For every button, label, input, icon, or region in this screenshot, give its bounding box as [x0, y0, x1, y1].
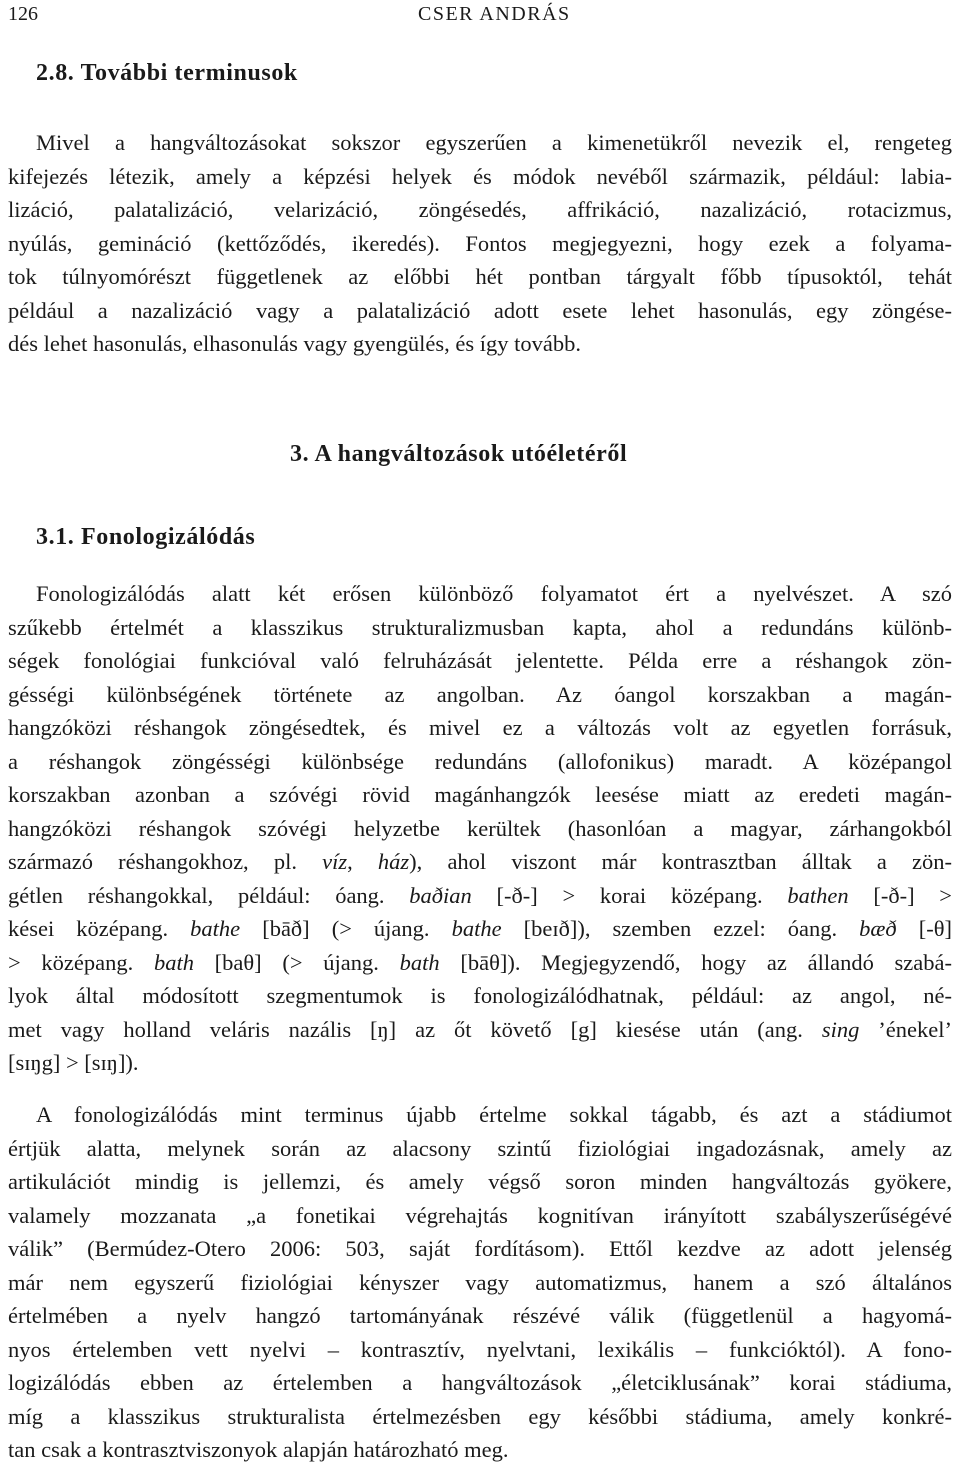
text-line: szűkebb értelmét a klasszikus strukturalizmusban kapta, ahol a redundáns különb-: [8, 614, 952, 640]
running-head: [8, 0, 952, 28]
text-run: származó réshangokhoz, pl.: [8, 849, 323, 874]
example-word: sing: [821, 1016, 860, 1042]
text-line: [8, 912, 952, 946]
text-line: válik” (Bermúdez-Otero 2006: 503, saját fordításom). Ettől kezdve az adott jelenség: [8, 1236, 952, 1261]
example-word: baðian: [409, 882, 472, 908]
paragraph-phonologization-newer-sense: [8, 1098, 952, 1467]
text-run: [baθ] (> újang.: [193, 949, 400, 975]
text-line: [8, 1013, 952, 1047]
chapter-heading-3: 3. A hangváltozások utóéletéről: [290, 441, 628, 467]
text-line: hangzóközi réshangok szóvégi helyzetbe kerültek (hasonlóan a magyar, zárhangokból: [8, 815, 952, 841]
text-line: dés lehet hasonulás, elhasonulás vagy gyengülés, és így tovább.: [8, 331, 582, 356]
text-run: met vagy holland veláris nazális [ŋ] az őt követő [g] kiesése után (ang.: [8, 1016, 822, 1042]
text-line: gésségi különbségének története az angolban. Az óangol korszakban a magán-: [8, 681, 952, 707]
example-word: bathe: [451, 916, 502, 941]
running-author: CSER ANDRÁS: [418, 3, 571, 25]
text-run: [beɪð]), szemben ezzel: óang.: [501, 916, 860, 941]
text-line: logizálódás ebben az értelemben a hangváltozások „életciklusának” korai stádiuma,: [8, 1370, 952, 1395]
text-line: Mivel a hangváltozásokat sokszor egyszerűen a kimenetükről nevezik el, rengeteg: [36, 130, 952, 155]
section-heading-2-8: 2.8. További terminusok: [36, 60, 298, 86]
text-line: lyok által módosított szegmentumok is fonologizálódhatnak, például: az angol, né-: [8, 983, 952, 1008]
text-run: [-ð-] >: [848, 882, 952, 908]
example-word: bath: [399, 949, 440, 975]
text-line: lizáció, palatalizáció, velarizáció, zöngésedés, affrikáció, nazalizáció, rotacizmus,: [8, 197, 952, 222]
text-line: [sɪŋg] > [sɪŋ]).: [8, 1050, 139, 1075]
text-line: A fonologizálódás mint terminus újabb értelme sokkal tágabb, és azt a stádiumot: [36, 1102, 952, 1127]
text-line: míg a klasszikus strukturalista értelmezésben egy későbbi stádiuma, amely konkré-: [8, 1403, 952, 1429]
text-line: Fonologizálódás alatt két erősen különböző folyamatot ért a nyelvészet. A szó: [36, 581, 952, 606]
text-run: [bāθ]). Megjegyzendő, hogy az állandó szabá-: [439, 949, 952, 975]
text-line: például a nazalizáció vagy a palatalizáció adott esete lehet hasonulás, egy zöngése-: [8, 297, 952, 323]
example-word: bathe: [190, 916, 241, 941]
text-line: kifejezés létezik, amely a képzési helyek és módok nevéből származik, például: labia-: [8, 163, 952, 189]
text-line: [8, 879, 952, 913]
example-word: bath: [153, 949, 194, 975]
paragraph-further-terms: [8, 126, 952, 361]
text-line: már nem egyszerű fiziológiai kényszer vagy automatizmus, hanem a szó általános: [8, 1269, 952, 1295]
text-line: valamely mozzanata „a fonetikai végrehajtás kognitívan irányított szabályszerűségévé: [8, 1202, 952, 1228]
text-line: nyos értelemben vett nyelvi – kontrasztív, nyelvtani, lexikális – funkcióktól). A fono-: [8, 1336, 952, 1362]
text-run: > középang.: [8, 949, 154, 975]
text-line: ségek fonológiai funkcióval való felruházását jelentette. Példa erre a réshangok zön-: [8, 648, 952, 673]
text-line: értjük alatta, melynek során az alacsony szintű fiziológiai ingadozásnak, amely az: [8, 1135, 952, 1161]
text-line: [8, 946, 952, 980]
text-run: [bāð] (> újang.: [240, 916, 452, 941]
example-word: ház: [377, 849, 410, 874]
text-run: kései középang.: [8, 916, 191, 941]
example-word: víz: [322, 849, 348, 874]
text-line: korszakban azonban a szóvégi rövid magánhangzók leesése miatt az eredeti magán-: [8, 782, 952, 807]
text-run: [-θ]: [896, 916, 952, 941]
text-run: ), ahol viszont már kontrasztban álltak a zön-: [409, 849, 952, 874]
text-line: a réshangok zöngésségi különbsége redundáns (allofonikus) maradt. A középangol: [8, 748, 952, 774]
text-line: artikulációt mindig is jellemzi, és amely végső soron minden hangváltozás gyökere,: [8, 1169, 952, 1194]
text-run: gétlen réshangokkal, például: óang.: [8, 882, 410, 908]
text-line: értelmében a nyelv hangzó tartományának részévé válik (függetlenül a hagyomá-: [8, 1303, 952, 1328]
text-run: [-ð-] > korai középang.: [471, 882, 788, 908]
text-line: tan csak a kontrasztviszonyok alapján határozható meg.: [8, 1437, 509, 1462]
page-number: 126: [8, 3, 38, 25]
text-line: hangzóközi réshangok zöngésedtek, és mivel ez a változás volt az egyetlen forrásuk,: [8, 715, 952, 740]
text-line: tok túlnyomórészt függetlenek az előbbi hét pontban tárgyalt főbb típusoktól, tehát: [8, 264, 952, 289]
text-line: [8, 845, 952, 879]
text-line: nyúlás, gemináció (kettőződés, ikeredés). Fontos megjegyezni, hogy ezek a folyama-: [8, 230, 952, 256]
text-run: ,: [347, 849, 378, 874]
section-heading-3-1: 3.1. Fonologizálódás: [36, 524, 256, 550]
paragraph-phonologization-structuralist: [8, 577, 952, 1080]
example-word: bæð: [859, 916, 897, 941]
example-word: bathen: [787, 882, 849, 908]
text-run: ’énekel’: [859, 1016, 952, 1042]
